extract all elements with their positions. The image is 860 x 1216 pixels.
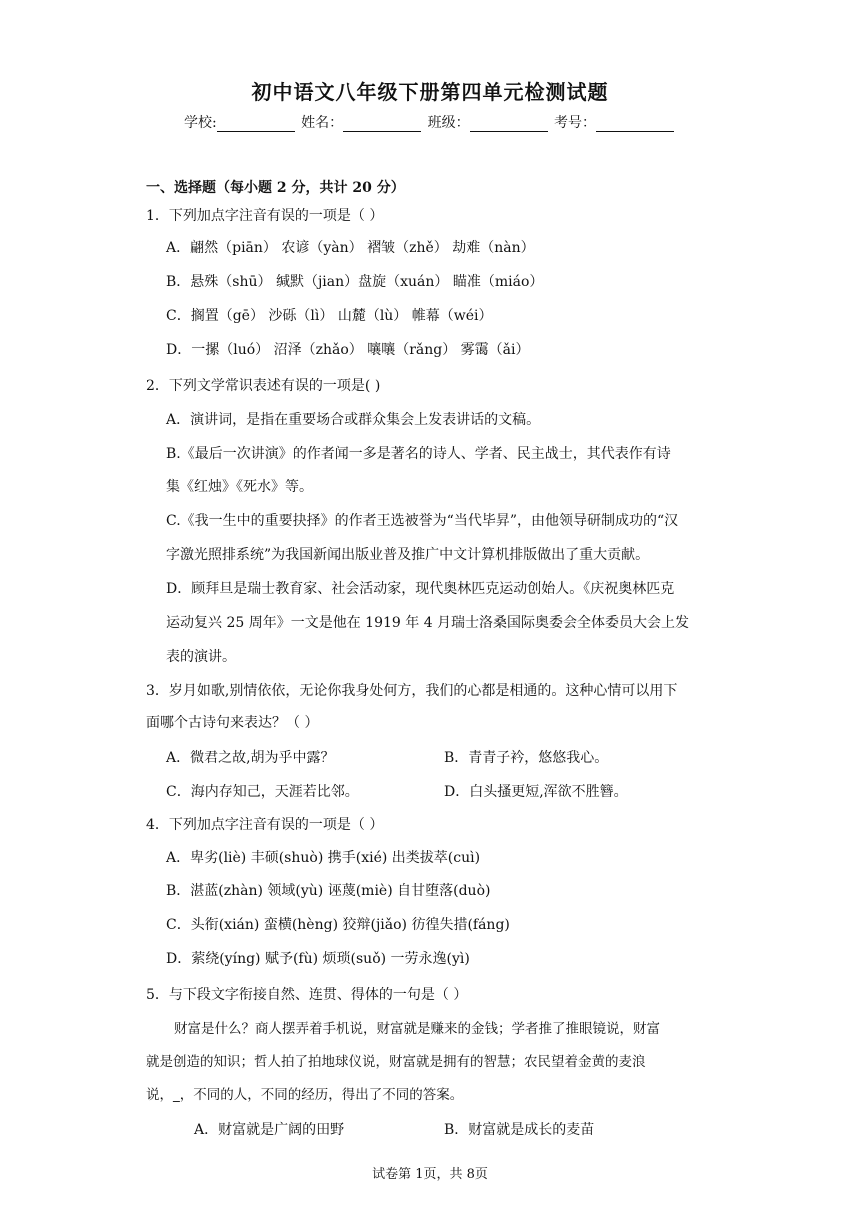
question-3-stem-line2: 面哪个古诗句来表达？（ ） — [146, 715, 319, 731]
question-4-stem: 4．下列加点字注音有误的一项是（ ） — [146, 817, 384, 833]
question-4-option-a: A．卑劣(liè) 丰硕(shuò) 携手(xié) 出类拔萃(cuì) — [166, 850, 481, 866]
class-label: 班级： — [427, 115, 470, 131]
question-4-option-c: C．头衔(xián) 蛮横(hèng) 狡辩(jiǎo) 彷徨失措(fáng) — [166, 917, 510, 933]
question-4-option-d: D．萦绕(yíng) 赋予(fù) 烦琐(suǒ) 一劳永逸(yì) — [166, 951, 470, 967]
question-4-option-b: B．湛蓝(zhàn) 领域(yù) 诬蔑(miè) 自甘堕落(duò) — [166, 883, 491, 899]
question-2-option-c-line1: C.《我一生中的重要抉择》的作者王选被誉为“当代毕昇”，由他领导研制成功的“汉 — [166, 513, 679, 529]
question-2-option-d-line2: 运动复兴 25 周年》一文是他在 1919 年 4 月瑞士洛桑国际奥委会全体委员大会上发 — [166, 615, 690, 631]
question-2-option-a: A．演讲词，是指在重要场合或群众集会上发表讲话的文稿。 — [166, 412, 541, 428]
name-label: 姓名： — [301, 115, 344, 131]
exam-no-label: 考号： — [554, 115, 597, 131]
question-5-passage-line3: 说，_，不同的人，不同的经历，得出了不同的答案。 — [146, 1087, 464, 1103]
question-5-option-a: A．财富就是广阔的田野 — [194, 1122, 345, 1138]
question-1-option-c: C．搁置（gē） 沙砾（lì） 山麓（lù） 帷幕（wéi） — [166, 308, 493, 324]
name-blank[interactable] — [343, 117, 421, 132]
question-5-option-b: B．财富就是成长的麦苗 — [444, 1122, 595, 1138]
school-blank[interactable] — [217, 117, 295, 132]
question-2-option-c-line2: 字激光照排系统”为我国新闻出版业普及推广中文计算机排版做出了重大贡献。 — [166, 547, 650, 563]
question-1-stem: 1．下列加点字注音有误的一项是（ ） — [146, 208, 384, 224]
section-heading: 一、选择题（每小题 2 分，共计 20 分） — [146, 180, 405, 196]
school-label: 学校: — [183, 115, 217, 131]
page-title: 初中语文八年级下册第四单元检测试题 — [251, 80, 609, 104]
question-5-passage-line2: 就是创造的知识；哲人拍了拍地球仪说，财富就是拥有的智慧；农民望着金黄的麦浪 — [146, 1054, 646, 1070]
question-3-stem-line1: 3．岁月如歌,别情依依，无论你我身处何方，我们的心都是相通的。这种心情可以用下 — [146, 683, 678, 699]
question-2-option-b-line1: B.《最后一次讲演》的作者闻一多是著名的诗人、学者、民主战士，其代表作有诗 — [166, 446, 671, 462]
question-2-option-b-line2: 集《红烛》《死水》等。 — [166, 479, 313, 495]
page-footer: 试卷第 1页，共 8页 — [372, 1167, 488, 1182]
question-3-option-d: D．白头搔更短,浑欲不胜簪。 — [444, 784, 628, 800]
question-3-option-b: B．青青子衿，悠悠我心。 — [444, 750, 609, 766]
question-2-option-d-line1: D．顾拜旦是瑞士教育家、社会活动家，现代奥林匹克运动创始人。《庆祝奥林匹克 — [166, 581, 675, 597]
question-5-stem: 5．与下段文字衔接自然、连贯、得体的一句是（ ） — [146, 987, 468, 1003]
question-2-option-d-line3: 表的演讲。 — [166, 649, 236, 665]
question-1-option-d: D．一摞（luó） 沼泽（zhǎo） 嚷嚷（rǎng） 雾霭（ǎi） — [166, 342, 530, 358]
class-blank[interactable] — [470, 117, 548, 132]
student-info-line — [0, 112, 860, 132]
question-1-option-a: A．翩然（piān） 农谚（yàn） 褶皱（zhě） 劫难（nàn） — [166, 240, 535, 256]
question-3-option-a: A．微君之故,胡为乎中露？ — [166, 750, 335, 766]
question-3-option-c: C．海内存知己，天涯若比邻。 — [166, 784, 359, 800]
question-1-option-b: B．悬殊（shū） 缄默（jian）盘旋（xuán） 瞄准（miáo） — [166, 274, 544, 290]
question-5-passage-line1: 财富是什么？商人摆弄着手机说，财富就是赚来的金钱；学者推了推眼镜说，财富 — [174, 1021, 660, 1037]
question-2-stem: 2．下列文学常识表述有误的一项是( ) — [146, 378, 381, 394]
exam-no-blank[interactable] — [596, 117, 674, 132]
